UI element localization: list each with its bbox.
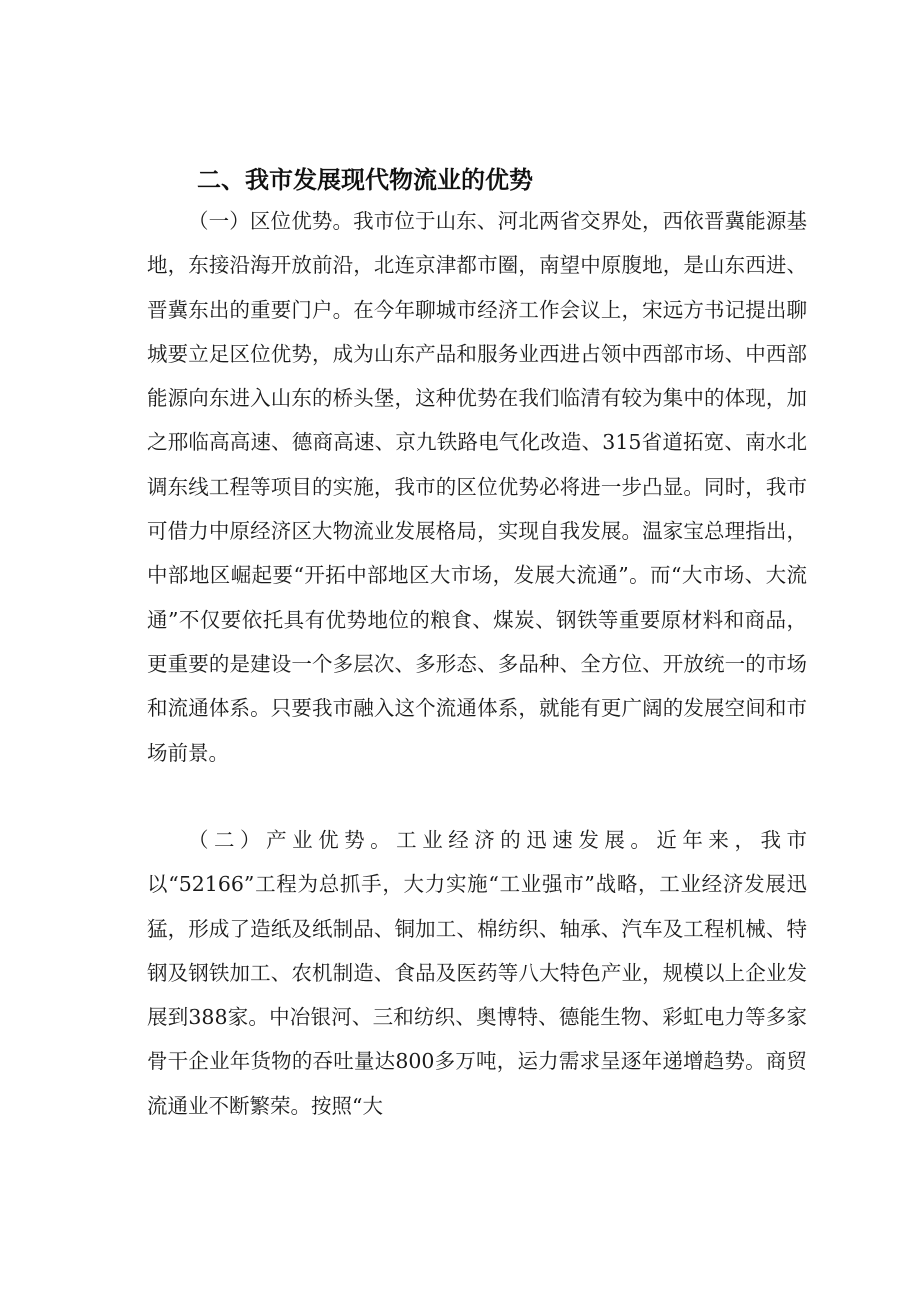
paragraph-location-advantage: （一）区位优势。我市位于山东、河北两省交界处，西依晋冀能源基地，东接沿海开放前沿，北连京津都市圈，南望中原腹地，是山东西进、晋冀东出的重要门户。在今年聊城市经济工作会议上，宋远方书记提出聊城要立足区位优势，成为山东产品和服务业西进占领中西部市场、中西部能源向东进入山东的桥头堡，这种优势在我们临清有较为集中的体现，加之邢临高高速、德商高速、京九铁路电气化改造、315省道拓宽、南水北调东线工程等项目的实施，我市的区位优势必将进一步凸显。同时，我市可借力中原经济区大物流业发展格局，实现自我发展。温家宝总理指出，中部地区崛起要“开拓中部地区大市场，发展大流通”。而“大市场、大流通”不仅要依托具有优势地位的粮食、煤炭、钢铁等重要原材料和商品，更重要的是建设一个多层次、多形态、多品种、全方位、开放统一的市场和流通体系。只要我市融入这个流通体系，就能有更广阔的发展空间和市场前景。	[147, 209, 807, 765]
paragraph-industry-advantage: （二）产业优势。工业经济的迅速发展。近年来，我市以“52166”工程为总抓手，大力实施“工业强市”战略，工业经济发展迅猛，形成了造纸及纸制品、铜加工、棉纺织、轴承、汽车及工程机械、特钢及钢铁加工、农机制造、食品及医药等八大特色产业，规模以上企业发展到388家。中冶银河、三和纺织、奥博特、德能生物、彩虹电力等多家骨干企业年货物的吞吐量达800多万吨，运力需求呈逐年递增趋势。商贸流通业不断繁荣。按照“大	[147, 828, 807, 1118]
section-heading: 二、我市发展现代物流业的优势	[197, 166, 533, 194]
